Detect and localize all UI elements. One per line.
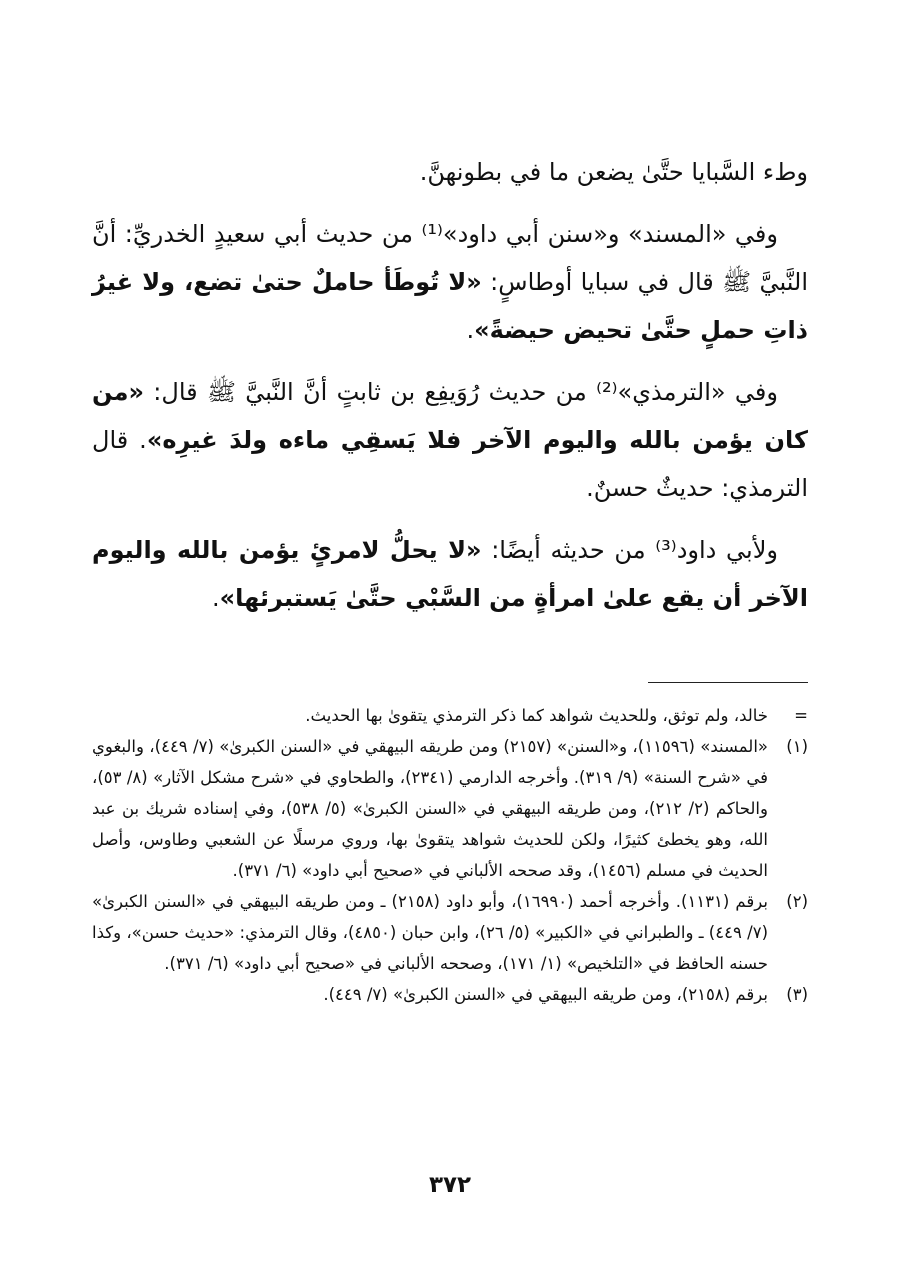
footnote-text: برقم (١١٣١). وأخرجه أحمد (١٦٩٩٠)، وأبو داود (٢١٥٨) ـ ومن طريقه البيهقي في «السنن الكبرىٰ» (٧/ ٤٤٩) ـ والطبراني في «الكبير» (٥/ ٢٦)، وابن حبان (٤٨٥٠)، وقال الترمذي: «حديث حسن»، وكذا حسنه الحافظ في «التلخيص» (١/ ١٧١)، وصححه الألباني في «صحيح أبي داود» (٦/ ٣٧١). bbox=[92, 892, 768, 973]
paragraph-1-text: وطء السَّبايا حتَّىٰ يضعن ما في بطونهنَّ. bbox=[419, 158, 808, 186]
footnote-marker: = bbox=[794, 706, 808, 725]
paragraph-4-end: . bbox=[212, 584, 220, 612]
footnote-text: خالد، ولم توثق، وللحديث شواهد كما ذكر الترمذي يتقوىٰ بها الحديث. bbox=[305, 706, 768, 725]
footnote-marker: (١) bbox=[786, 737, 808, 756]
footnote-1 bbox=[92, 731, 808, 886]
paragraph-2-end: . bbox=[466, 316, 475, 344]
footnote-text: برقم (٢١٥٨)، ومن طريقه البيهقي في «السنن الكبرىٰ» (٧/ ٤٤٩). bbox=[323, 985, 768, 1004]
footnote-marker: (٢) bbox=[786, 892, 808, 911]
main-text bbox=[92, 148, 808, 636]
paragraph-4-intro: ولأبي داود⁽³⁾ من حديثه أيضًا: bbox=[481, 536, 779, 564]
footnote-text: «المسند» (١١٥٩٦)، و«السنن» (٢١٥٧) ومن طريقه البيهقي في «السنن الكبرىٰ» (٧/ ٤٤٩)، والبغوي في «شرح السنة» (٩/ ٣١٩). وأخرجه الدارمي (٢٣٤١)، والطحاوي في «شرح مشكل الآثار» (٨/ ٥٣)، والحاكم (٢/ ٢١٢)، ومن طريقه البيهقي في «السنن الكبرىٰ» (٥/ ٥٣٨)، وفي إسناده شريك بن عبد الله، وهو يخطئ كثيرًا، ولكن للحديث شواهد يتقوىٰ بها، وروي مرسلًا عن الشعبي وطاوس، وأصل الحديث في مسلم (١٤٥٦)، وقد صححه الألباني في «صحيح أبي داود» (٦/ ٣٧١). bbox=[92, 737, 768, 880]
footnote-separator bbox=[648, 682, 808, 683]
hadith-text-3: «لا يحلُّ لامرئٍ يؤمن بالله واليوم الآخر أن يقع علىٰ امرأةٍ من السَّبْي حتَّىٰ يَستبرئها» bbox=[92, 536, 808, 612]
hadith-text-1: «لا تُوطَأ حاملٌ حتىٰ تضع، ولا غيرُ ذاتِ حملٍ حتَّىٰ تحيض حيضةً» bbox=[92, 268, 808, 344]
page-number: ٣٧٢ bbox=[428, 1172, 472, 1198]
paragraph-3 bbox=[92, 368, 808, 512]
paragraph-2-intro: وفي «المسند» و«سنن أبي داود»⁽¹⁾ من حديث أبي سعيدٍ الخدريِّ: أنَّ النَّبيَّ ﷺ قال في سبايا أوطاسٍ: bbox=[92, 220, 808, 296]
footnote-continued bbox=[92, 700, 808, 731]
paragraph-4 bbox=[92, 526, 808, 622]
paragraph-3-end: . قال الترمذي: حديثٌ حسنٌ. bbox=[92, 426, 808, 502]
paragraph-3-intro: وفي «الترمذي»⁽²⁾ من حديث رُوَيفِع بن ثابتٍ أنَّ النَّبيَّ ﷺ قال: bbox=[143, 378, 778, 406]
paragraph-1 bbox=[92, 148, 808, 196]
footnote-3 bbox=[92, 979, 808, 1010]
footnotes bbox=[92, 700, 808, 1010]
hadith-text-2: «من كان يؤمن بالله واليوم الآخر فلا يَسقِي ماءه ولدَ غيرِه» bbox=[92, 378, 808, 454]
paragraph-2 bbox=[92, 210, 808, 354]
footnote-marker: (٣) bbox=[786, 985, 808, 1004]
footnote-2 bbox=[92, 886, 808, 979]
